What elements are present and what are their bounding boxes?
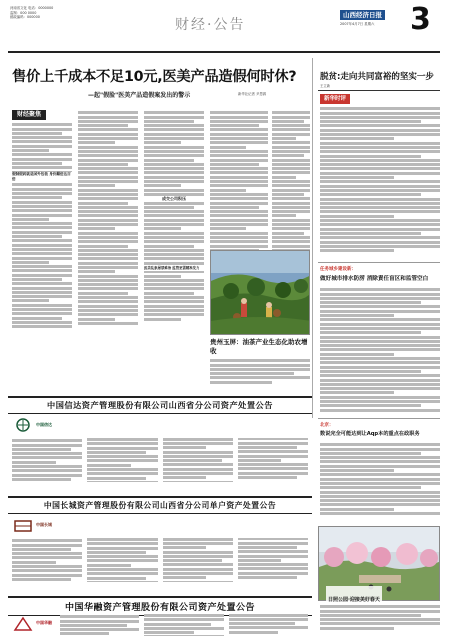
commentary-rule [318, 90, 440, 91]
date-line: 2007年4月7日 星期六 [340, 22, 375, 26]
notice-body-1 [12, 438, 308, 494]
sidebar-body-2 [320, 442, 440, 522]
sidebar-rule-2 [318, 418, 440, 419]
notice-title-1: 中国信达资产管理股份有限公司山西省分公司资产处置公告 [8, 396, 312, 414]
sidebar-headline-1: 做好城市排水防涝 消除責任盲区和监管空白 [320, 276, 429, 282]
info-line: 河南省文化 电话：0000000 [10, 6, 54, 10]
photo-caption [210, 338, 310, 356]
main-subheadline: —起"假脸"医美产品造假案发出的警示 [88, 92, 191, 99]
column-divider [312, 58, 313, 418]
masthead [0, 0, 450, 52]
commentary-headline: 脱贫:走向共同富裕的坚实一步 [320, 72, 434, 82]
article-subhead-2: 成交公司积压 [144, 196, 204, 202]
masthead-info [10, 6, 80, 26]
section-label: 财经聚焦 [12, 110, 46, 120]
info-line: 监制：000 0000 [10, 10, 37, 15]
main-byline: 新华社记者 尹思源 [238, 92, 267, 96]
sidebar-kicker-1: 任务城乡建设新： [320, 267, 356, 272]
commentary-label: 新华时评 [320, 94, 350, 104]
section-title: 财经·公告 [175, 17, 246, 33]
article-col-2 [78, 110, 138, 360]
article-col-1 [12, 122, 72, 370]
notice-logo-3 [12, 616, 34, 632]
notice-logo-2 [12, 518, 34, 534]
notice-company-1: 中国信达 [36, 422, 52, 427]
page-number: 3 [410, 2, 431, 37]
notice-body-2 [12, 538, 308, 594]
notice-body-3 [60, 614, 308, 638]
notice-title-3: 中国华融资产管理股份有限公司资产处置公告 [8, 596, 312, 616]
article-subhead-3: 医美乱象屡禁难治 监管更需精准发力 [144, 266, 204, 271]
bottom-right-caption [326, 586, 382, 605]
notice-company-2: 中国长城 [36, 522, 52, 527]
bottom-right-body [320, 604, 440, 636]
article-subhead-1: 假制假药就是国外包装 身价翻倍达百倍 [12, 172, 74, 182]
paper-name: 山西经济日报 [340, 10, 385, 20]
notice-company-3: 中国华融 [36, 620, 52, 625]
article-col-3 [144, 110, 204, 360]
info-line: 邮政编码：000000 [10, 15, 40, 20]
photo-caption-text: 贵州玉屏：油茶产业生态化助农增收 [210, 338, 308, 355]
news-photo [210, 250, 310, 335]
sidebar-kicker-2: 北京： [320, 423, 334, 428]
photo-image [211, 251, 310, 335]
sidebar-headline-2: 数说完全可能达到让Aqp本的重点在政职务 [320, 431, 420, 437]
header-rule [8, 51, 440, 53]
notice-title-2: 中国长城资产管理股份有限公司山西省分公司单户资产处置公告 [8, 496, 312, 514]
commentary-body [320, 106, 440, 256]
bottom-caption-text: 日照公园·迎接美好春天 [328, 597, 380, 603]
sidebar-body-1 [320, 287, 440, 419]
commentary-byline: 王立新 [320, 84, 331, 88]
photo-description [210, 358, 310, 386]
sidebar-rule-1 [318, 262, 440, 263]
notice-logo-1 [12, 418, 34, 434]
main-headline: 售价上千成本不足10元,医美产品造假何时休? [12, 69, 297, 85]
